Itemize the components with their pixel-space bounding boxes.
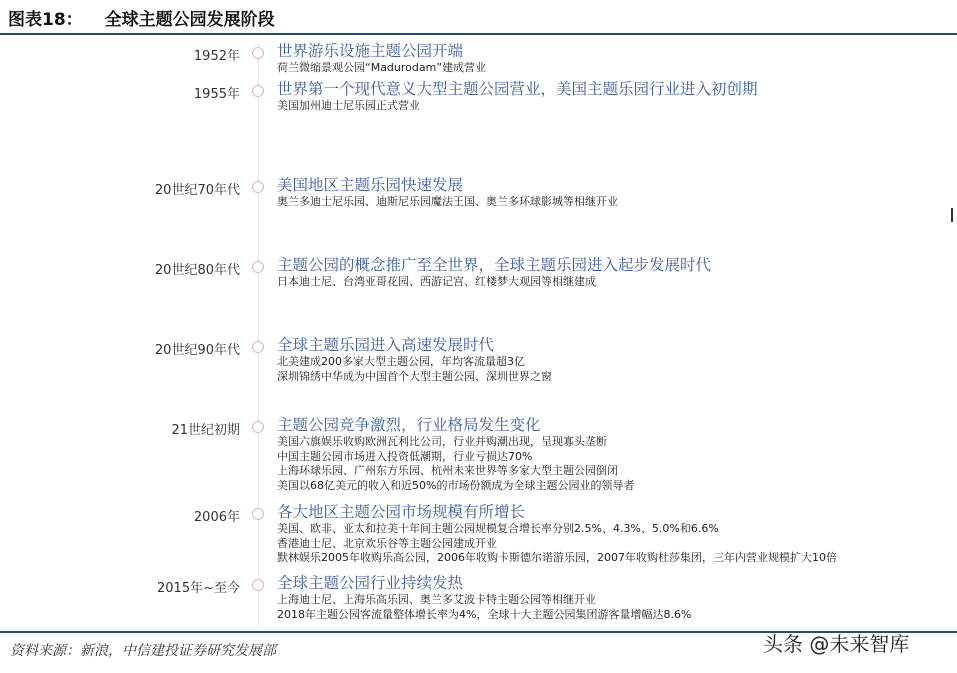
entry-detail: 中国主题公园市场进入投资低潮期，行业亏损达70%	[277, 449, 533, 463]
entry-detail: 美国六旗娱乐收购欧洲瓦利比公司，行业并购潮出现，呈现寡头垄断	[277, 435, 607, 448]
entry-detail: 荷兰微缩景观公园“Madurodam”建成营业	[277, 61, 487, 74]
timeline-dot-icon	[252, 341, 264, 353]
entry-year: 1955年	[193, 87, 240, 102]
source-note: 资料来源：新浪，中信建投证券研究发展部	[10, 643, 276, 659]
entry-detail: 美国以68亿美元的收入和近50%的市场份额成为全球主题公园业的领导者	[277, 478, 635, 492]
top-rule	[0, 33, 957, 35]
timeline-dot-icon	[252, 261, 264, 273]
entry-year: 20世纪90年代	[154, 343, 240, 358]
timeline-dot-icon	[252, 181, 264, 193]
entry-detail: 日本迪士尼、台湾亚哥花园、西游记宫、红楼梦大观园等相继建成	[277, 275, 596, 288]
entry-detail: 香港迪士尼、北京欢乐谷等主题公园建成开业	[277, 536, 497, 550]
entry-body	[277, 80, 758, 114]
entry-detail: 美国加州迪士尼乐园正式营业	[277, 99, 420, 112]
entry-detail: 默林娱乐2005年收购乐高公园，2006年收购卡斯德尔诺游乐园，2007年收购杜莎集团，三年内营业规模扩大10倍	[277, 551, 837, 564]
entry-heading: 世界第一个现代意义大型主题公园营业，美国主题乐园行业进入初创期	[277, 80, 758, 98]
timeline-dot-icon	[252, 85, 264, 97]
timeline-dot-icon	[252, 579, 264, 591]
entry-detail: 北美建成200多家大型主题公园，年均客流量超3亿	[277, 355, 525, 368]
entry-body	[277, 176, 618, 210]
entry-detail: 上海环球乐园、广州东方乐园、杭州未来世界等多家大型主题公园倒闭	[277, 464, 618, 477]
entry-heading: 全球主题乐园进入高速发展时代	[277, 336, 495, 354]
timeline-dot-icon	[252, 47, 264, 59]
timeline-axis	[258, 44, 259, 626]
entry-year: 20世纪80年代	[154, 263, 240, 278]
entry-year: 20世纪70年代	[154, 183, 240, 198]
text-cursor-mark	[951, 208, 953, 222]
figure-title	[8, 5, 275, 30]
entry-heading: 各大地区主题公园市场规模有所增长	[277, 503, 526, 521]
watermark: 头条 @未来智库	[763, 632, 910, 656]
entry-year: 21世纪初期	[171, 423, 240, 438]
entry-year: 2015年~至今	[157, 581, 240, 596]
entry-body	[277, 42, 486, 76]
figure-title-text: 全球主题公园发展阶段	[104, 10, 275, 30]
entry-year: 1952年	[193, 49, 240, 64]
entry-body	[277, 256, 711, 290]
entry-heading: 全球主题公园行业持续发热	[277, 574, 464, 592]
timeline-dot-icon	[252, 421, 264, 433]
entry-detail: 美国、欧非、亚太和拉美十年间主题公园规模复合增长率分别2.5%、4.3%、5.0%和6.6%	[277, 522, 719, 535]
entry-body	[277, 503, 837, 566]
entry-detail: 奥兰多迪士尼乐园、迪斯尼乐园魔法王国、奥兰多环球影城等相继开业	[277, 195, 618, 208]
entry-body	[277, 336, 552, 384]
timeline-dot-icon	[252, 508, 264, 520]
entry-detail: 2018年主题公园客流量整体增长率为4%，全球十大主题公园集团游客量增幅达8.6%	[277, 607, 692, 621]
entry-body	[277, 574, 691, 622]
entry-detail: 深圳锦绣中华成为中国首个大型主题公园、深圳世界之窗	[277, 369, 552, 383]
entry-year: 2006年	[193, 510, 240, 525]
entry-heading: 世界游乐设施主题公园开端	[277, 42, 464, 60]
entry-heading: 主题公园的概念推广至全世界，全球主题乐园进入起步发展时代	[277, 256, 712, 274]
entry-body	[277, 416, 634, 493]
entry-heading: 美国地区主题乐园快速发展	[277, 176, 464, 194]
entry-detail: 上海迪士尼、上海乐高乐园、奥兰多艾波卡特主题公园等相继开业	[277, 593, 596, 606]
figure-number: 图表18：	[8, 10, 83, 30]
entry-heading: 主题公园竞争激烈，行业格局发生变化	[277, 416, 541, 434]
